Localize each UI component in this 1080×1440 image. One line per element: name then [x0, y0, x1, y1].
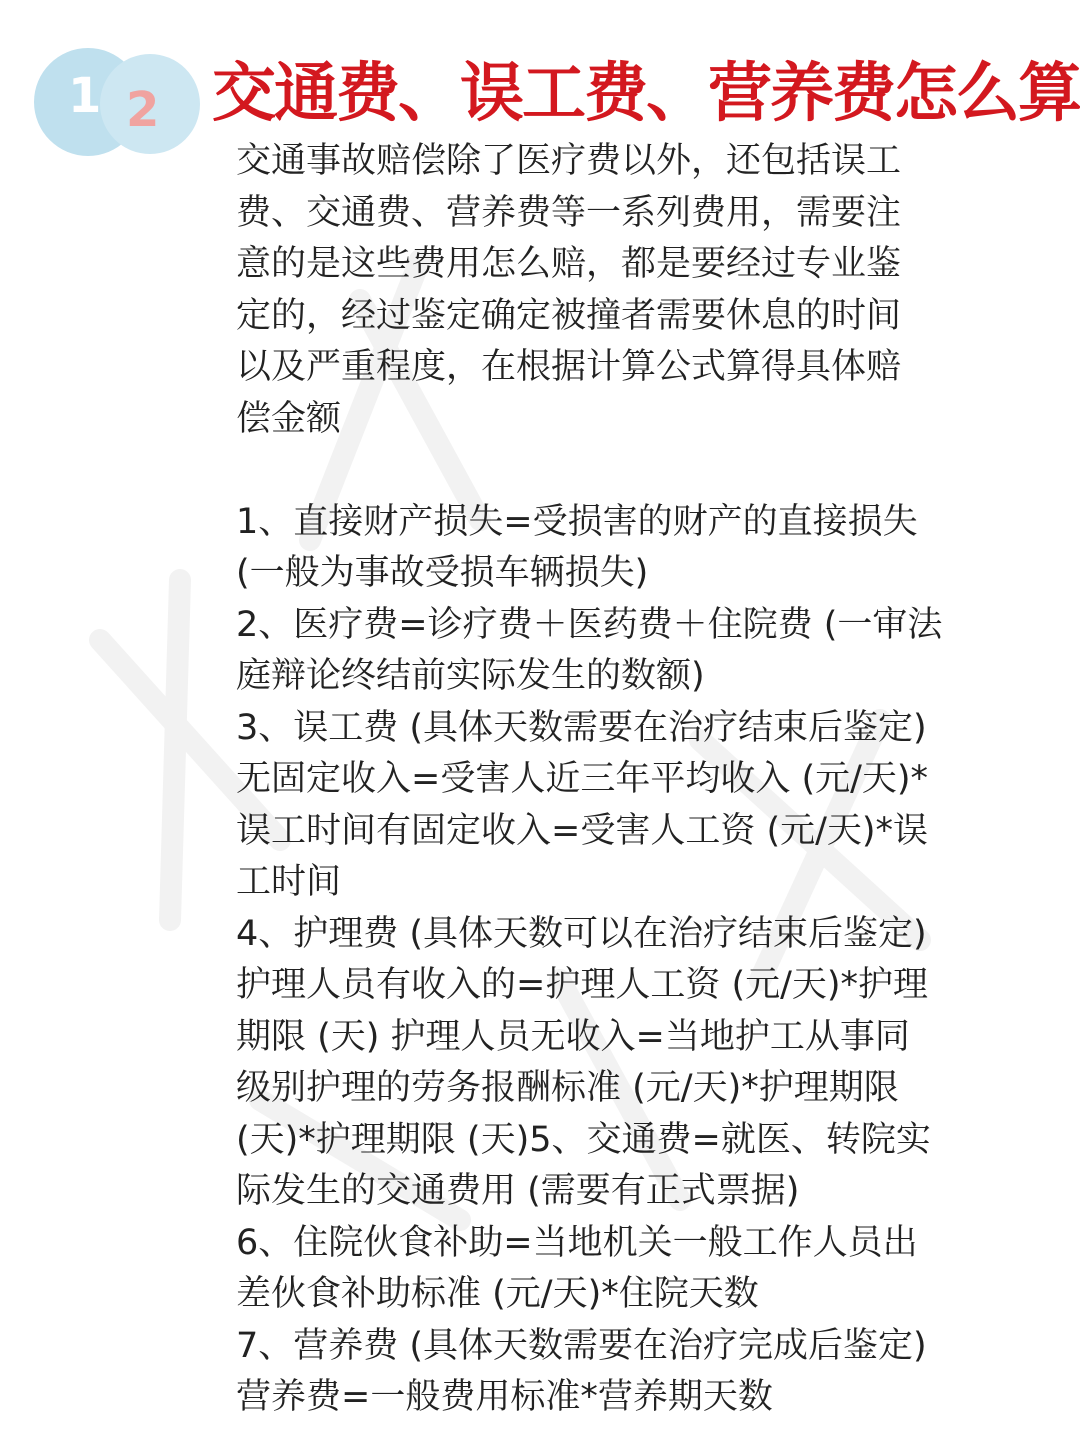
- fee-line: 护理人员有收入的=护理人工资 (元/天)*护理: [236, 965, 929, 1005]
- paragraph-spacer: [236, 445, 956, 497]
- badge-circles: [32, 46, 204, 158]
- intro-line: 费、交通费、营养费等一系列费用，需要注: [236, 192, 902, 233]
- fee-line: 7、营养费 (具体天数需要在治疗完成后鉴定): [236, 1325, 927, 1366]
- fee-line: 无固定收入=受害人近三年平均收入 (元/天)*: [236, 759, 929, 799]
- intro-line: 偿金额: [236, 398, 342, 439]
- fee-line: 误工时间有固定收入=受害人工资 (元/天)*误: [236, 810, 929, 851]
- badge-digit-two: 2: [126, 82, 160, 138]
- fee-line: 期限 (天) 护理人员无收入=当地护工从事同: [236, 1016, 910, 1057]
- fee-list: [236, 497, 956, 1424]
- fee-line: 1、直接财产损失=受损害的财产的直接损失: [236, 501, 918, 542]
- fee-line: 际发生的交通费用 (需要有正式票据): [236, 1171, 800, 1211]
- intro-line: 交通事故赔偿除了医疗费以外，还包括误工: [236, 141, 902, 181]
- fee-line: (一般为事故受损车辆损失): [236, 553, 649, 593]
- fee-line: 4、护理费 (具体天数可以在治疗结束后鉴定): [236, 913, 927, 954]
- fee-line: 3、误工费 (具体天数需要在治疗结束后鉴定): [236, 707, 927, 748]
- badge-digit-one: 1: [68, 68, 102, 124]
- fee-line: 工时间: [236, 862, 342, 902]
- fee-line: 庭辩论终结前实际发生的数额): [236, 656, 705, 696]
- intro-line: 意的是这些费用怎么赔，都是要经过专业鉴: [236, 244, 902, 284]
- fee-line: 6、住院伙食补助=当地机关一般工作人员出: [236, 1222, 918, 1263]
- intro-paragraph: [236, 136, 956, 445]
- fee-line: (天)*护理期限 (天)5、交通费=就医、转院实: [236, 1119, 931, 1160]
- badge-12-icon: [32, 46, 204, 158]
- page-title: 交通费、误工费、营养费怎么算: [212, 57, 1080, 131]
- fee-line: 营养费=一般费用标准*营养期天数: [236, 1377, 773, 1417]
- fee-line: 2、医疗费=诊疗费＋医药费＋住院费 (一审法: [236, 604, 943, 645]
- fee-line: 级别护理的劳务报酬标准 (元/天)*护理期限: [236, 1068, 899, 1108]
- article-body: [236, 136, 956, 1424]
- intro-line: 定的，经过鉴定确定被撞者需要休息的时间: [236, 295, 902, 336]
- intro-line: 以及严重程度，在根据计算公式算得具体赔: [236, 347, 902, 387]
- fee-line: 差伙食补助标准 (元/天)*住院天数: [236, 1274, 759, 1314]
